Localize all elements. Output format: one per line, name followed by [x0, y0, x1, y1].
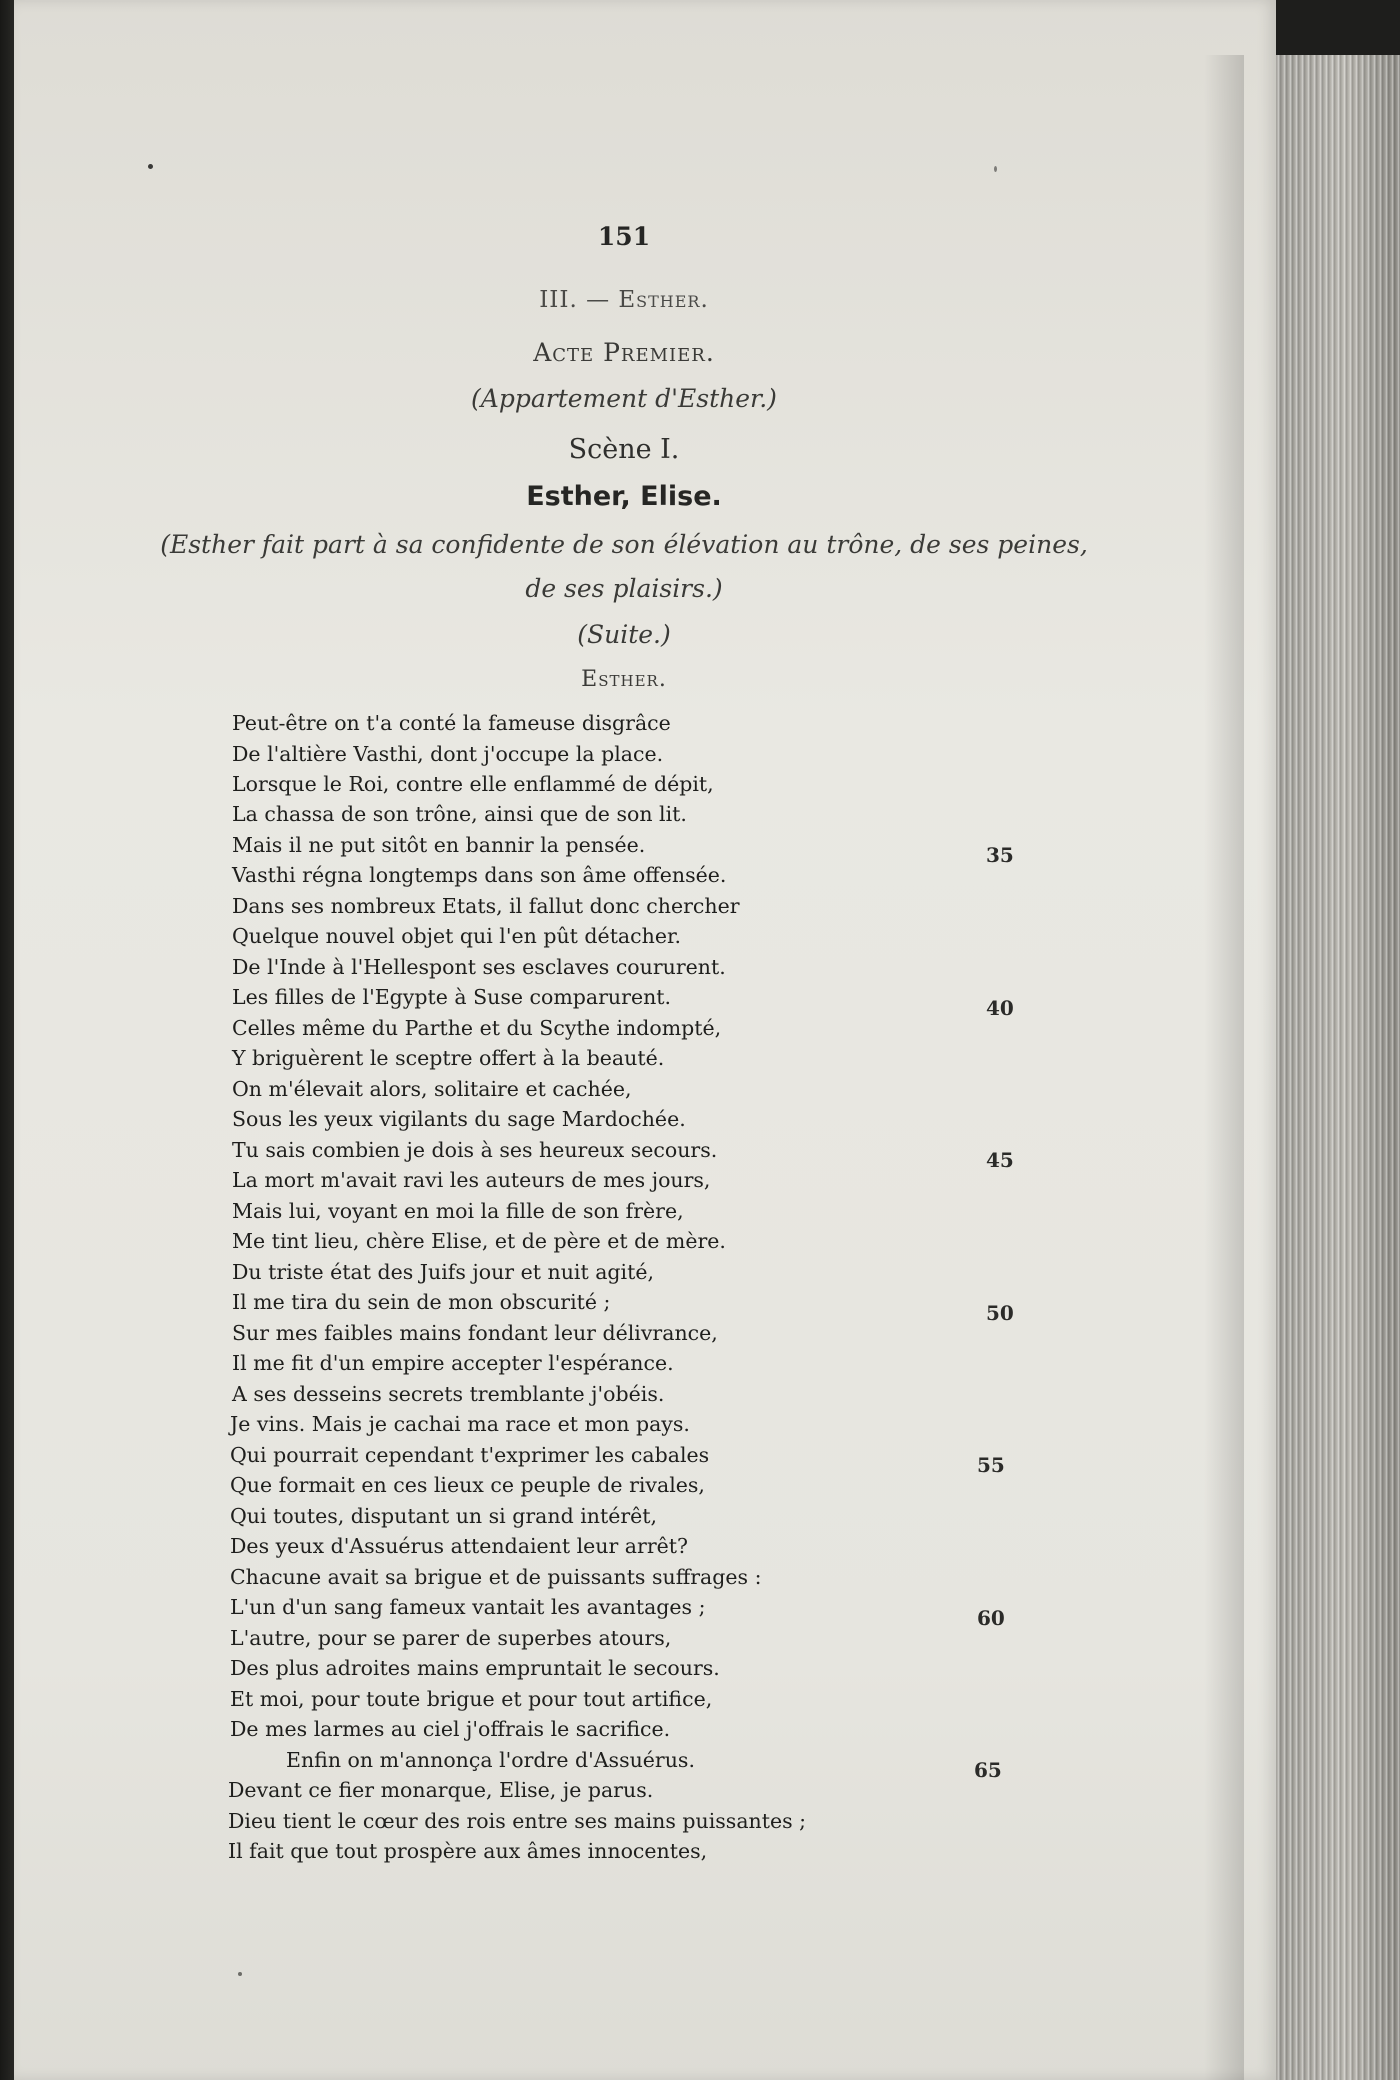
verse-line: Quelque nouvel objet qui l'en pût détacher.	[232, 924, 682, 948]
verse-line: De l'Inde à l'Hellespont ses esclaves coururent.	[232, 955, 726, 979]
stage-direction-line-2: de ses plaisirs.)	[525, 574, 723, 603]
verse-line: Mais lui, voyant en moi la fille de son frère,	[232, 1199, 684, 1223]
verse-line: Chacune avait sa brigue et de puissants suffrages :	[230, 1565, 762, 1589]
line-number: 40	[986, 996, 1014, 1020]
act-heading: Acte Premier.	[533, 338, 715, 367]
setting-heading: (Appartement d'Esther.)	[471, 384, 777, 413]
verse-line: On m'élevait alors, solitaire et cachée,	[232, 1077, 632, 1101]
line-number: 60	[977, 1606, 1005, 1630]
verse-line: La mort m'avait ravi les auteurs de mes jours,	[232, 1168, 711, 1192]
line-number: 65	[974, 1758, 1002, 1782]
verse-line: Des plus adroites mains empruntait le secours.	[230, 1656, 720, 1680]
verse-line: Je vins. Mais je cachai ma race et mon pays.	[230, 1412, 690, 1436]
verse-line: Mais il ne put sitôt en bannir la pensée.	[232, 833, 646, 857]
page-number: 151	[597, 222, 651, 251]
dust-speck	[148, 164, 153, 169]
verse-line: Il me fit d'un empire accepter l'espérance.	[232, 1351, 674, 1375]
verse-line: Sur mes faibles mains fondant leur délivrance,	[232, 1321, 718, 1345]
verse-line: Qui toutes, disputant un si grand intérêt,	[230, 1504, 658, 1528]
play-heading: III. — Esther.	[539, 287, 709, 313]
line-number: 45	[986, 1148, 1014, 1172]
verse-line: Dieu tient le cœur des rois entre ses mains puissantes ;	[228, 1809, 807, 1833]
line-number: 35	[986, 843, 1014, 867]
verse-line: Des yeux d'Assuérus attendaient leur arrêt?	[230, 1534, 688, 1558]
verse-line: De l'altière Vasthi, dont j'occupe la place.	[232, 742, 664, 766]
line-number: 50	[986, 1301, 1014, 1325]
verse-line: Du triste état des Juifs jour et nuit agité,	[232, 1260, 655, 1284]
stage-direction-line-1: (Esther fait part à sa confidente de son élévation au trône, de ses peines,	[160, 530, 1088, 559]
suite-note: (Suite.)	[577, 620, 671, 649]
characters-heading: Esther, Elise.	[526, 481, 722, 512]
verse-line: Y briguèrent le sceptre offert à la beauté.	[232, 1046, 665, 1070]
book-page	[14, 0, 1276, 2080]
verse-line: Qui pourrait cependant t'exprimer les cabales	[230, 1443, 710, 1467]
verse-line: Il me tira du sein de mon obscurité ;	[232, 1290, 611, 1314]
scene-heading: Scène I.	[568, 434, 680, 465]
line-number: 55	[977, 1453, 1005, 1477]
verse-line: Me tint lieu, chère Elise, et de père et de mère.	[232, 1229, 726, 1253]
verse-line: Lorsque le Roi, contre elle enflammé de dépit,	[232, 772, 714, 796]
verse-line: Dans ses nombreux Etats, il fallut donc chercher	[232, 894, 740, 918]
verse-line: De mes larmes au ciel j'offrais le sacrifice.	[230, 1717, 671, 1741]
verse-line: Les filles de l'Egypte à Suse comparurent.	[232, 985, 672, 1009]
dust-speck	[238, 1972, 242, 1976]
verse-line: Vasthi régna longtemps dans son âme offensée.	[232, 863, 727, 887]
verse-line: Celles même du Parthe et du Scythe indompté,	[232, 1016, 722, 1040]
verse-line: Sous les yeux vigilants du sage Mardochée.	[232, 1107, 686, 1131]
verse-line: Que formait en ces lieux ce peuple de rivales,	[230, 1473, 705, 1497]
verse-line: Peut-être on t'a conté la fameuse disgrâce	[232, 711, 671, 735]
verse-line: Enfin on m'annonça l'ordre d'Assuérus.	[286, 1748, 695, 1772]
verse-line: Tu sais combien je dois à ses heureux secours.	[232, 1138, 718, 1162]
speaker-name: Esther.	[581, 667, 667, 692]
verse-line: A ses desseins secrets tremblante j'obéis.	[232, 1382, 665, 1406]
verse-line: Il fait que tout prospère aux âmes innocentes,	[228, 1839, 708, 1863]
verse-line: La chassa de son trône, ainsi que de son lit.	[232, 802, 687, 826]
dust-speck	[994, 166, 997, 172]
verse-line: L'autre, pour se parer de superbes atours,	[230, 1626, 672, 1650]
verse-line: L'un d'un sang fameux vantait les avantages ;	[230, 1595, 706, 1619]
verse-line: Et moi, pour toute brigue et pour tout artifice,	[230, 1687, 713, 1711]
verse-line: Devant ce fier monarque, Elise, je parus.	[228, 1778, 654, 1802]
